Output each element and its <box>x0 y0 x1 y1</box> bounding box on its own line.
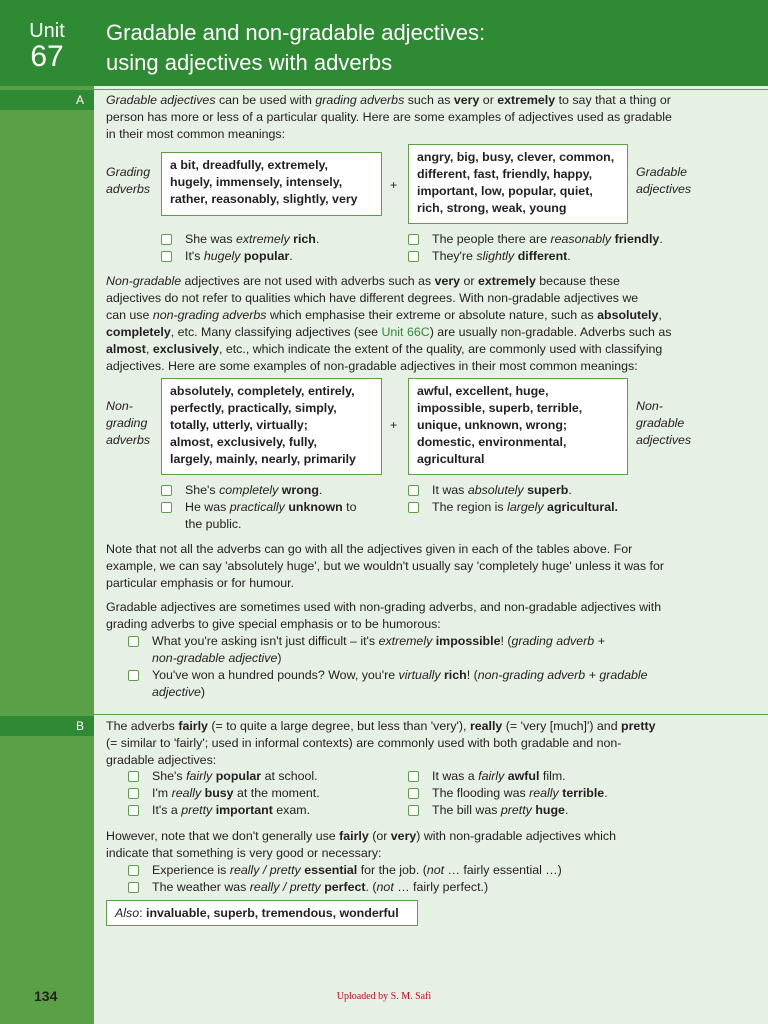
text-run: in their most common meanings: <box>106 127 286 141</box>
text-run: very <box>453 93 480 107</box>
special-emphasis-paragraph <box>106 599 706 633</box>
text-run: Experience is <box>152 863 230 877</box>
example-bullet-icon <box>128 636 139 647</box>
text-run: pretty <box>181 803 213 817</box>
text-run: fairly <box>339 829 369 843</box>
section-b-tab <box>0 716 94 736</box>
text-run: huge <box>535 803 565 817</box>
example-text <box>408 785 708 802</box>
text-run: virtually <box>398 668 441 682</box>
text-run: essential <box>304 863 358 877</box>
example-text <box>408 231 708 248</box>
text-run: to <box>342 500 357 514</box>
example-item-continuation <box>128 684 708 701</box>
unit-word: Unit <box>29 20 65 42</box>
text-run: fairly <box>178 719 208 733</box>
page-title-line-1: Gradable and non-gradable adjectives: <box>106 20 486 45</box>
text-run: However, note that we don't generally use <box>106 829 340 843</box>
text-run: popular <box>215 769 262 783</box>
text-run: She was <box>185 232 236 246</box>
box-line: rather, reasonably, slightly, very <box>170 192 358 206</box>
example-text <box>128 633 708 650</box>
example-text <box>408 802 708 819</box>
text-run: indicate that something is very good or necessary: <box>106 846 382 860</box>
example-bullet-icon <box>161 485 172 496</box>
text-run: example, we can say 'absolutely huge', but we wouldn't usually say 'completely huge' unless it was for <box>106 559 665 573</box>
example-item <box>161 499 401 516</box>
example-text <box>128 768 398 785</box>
box-line: domestic, environmental, <box>417 435 567 449</box>
text-run: The bill was <box>432 803 501 817</box>
text-run: person has more or less of a particular quality. Here are some examples of adjectives used as gradable <box>106 110 672 124</box>
text-run: film. <box>539 769 566 783</box>
example-bullet-icon <box>128 882 139 893</box>
text-run: can be used with <box>215 93 316 107</box>
text-run: The adverbs <box>106 719 179 733</box>
text-run: practically <box>229 500 285 514</box>
box-line: adjectives <box>636 433 692 447</box>
example-text <box>408 499 708 516</box>
section-b-intro <box>106 718 706 769</box>
non-grading-adverbs-label <box>106 398 150 449</box>
text-line <box>106 718 706 735</box>
text-run: adjectives do not refer to qualities which have different degrees. With non-gradable adjectives we <box>106 291 639 305</box>
box-line: Non- <box>106 399 133 413</box>
box-line: totally, utterly, virtually; <box>170 418 308 432</box>
text-run: Also <box>115 906 140 920</box>
text-run: almost <box>106 342 146 356</box>
text-run: popular <box>243 249 290 263</box>
text-line <box>106 845 706 862</box>
example-text <box>128 802 398 819</box>
text-run: at the moment. <box>233 786 320 800</box>
gradable-adjectives-label <box>636 164 691 198</box>
text-run: The region is <box>432 500 508 514</box>
text-run: non-gradable adjective <box>152 651 278 665</box>
however-paragraph <box>106 828 706 862</box>
text-run: largely <box>507 500 544 514</box>
unit-link[interactable]: Unit 66C <box>381 325 430 339</box>
text-run: non-grading adverb + gradable <box>477 668 648 682</box>
example-item <box>408 768 708 785</box>
text-run: superb <box>527 483 569 497</box>
text-line <box>106 290 706 307</box>
text-run: pretty <box>621 719 656 733</box>
unit-number: 67 <box>30 40 64 73</box>
example-text <box>128 667 708 684</box>
example-bullet-icon <box>408 788 419 799</box>
example-bullet-icon <box>128 670 139 681</box>
example-text <box>408 768 708 785</box>
text-run: . <box>289 249 293 263</box>
text-run: fairly <box>478 769 505 783</box>
example-bullet-icon <box>408 805 419 816</box>
example-text <box>128 684 708 701</box>
example-text <box>161 248 401 265</box>
example-item-continuation <box>128 650 708 667</box>
text-line <box>106 324 706 341</box>
text-run: Gradable adjectives <box>106 93 216 107</box>
text-run: … fairly essential …) <box>444 863 562 877</box>
example-item <box>161 482 401 499</box>
text-run: busy <box>204 786 234 800</box>
text-run: not <box>426 863 445 877</box>
text-run: for the job. ( <box>357 863 427 877</box>
text-run: grading adverb + <box>511 634 605 648</box>
plus-sign-1: + <box>390 178 398 192</box>
text-line <box>106 735 706 752</box>
example-text <box>408 482 708 499</box>
text-run: not <box>376 880 394 894</box>
text-run: impossible <box>435 634 501 648</box>
page-number: 134 <box>34 988 58 1004</box>
text-run: He was <box>185 500 230 514</box>
text-run: really <box>171 786 202 800</box>
text-run: , etc., which indicate the extent of the quality, are commonly used with classifying <box>218 342 663 356</box>
text-run: It was a <box>432 769 479 783</box>
box-line: Non- <box>636 399 663 413</box>
text-run: important <box>215 803 273 817</box>
text-run: hugely <box>203 249 241 263</box>
example-text <box>128 862 708 879</box>
text-run: ) <box>200 685 206 699</box>
box-line: Gradable <box>636 165 687 179</box>
text-line <box>106 575 706 592</box>
text-run: I'm <box>152 786 172 800</box>
example-item <box>408 482 708 499</box>
text-run: slightly <box>476 249 515 263</box>
example-item <box>408 499 708 516</box>
text-run: terrible <box>562 786 605 800</box>
box-line: unique, unknown, wrong; <box>417 418 568 432</box>
text-run: rich <box>443 668 467 682</box>
box-line: almost, exclusively, fully, <box>170 435 317 449</box>
text-run: extremely <box>378 634 433 648</box>
text-run: because these <box>535 274 620 288</box>
example-item <box>128 802 398 819</box>
text-run: Note that not all the adverbs can go with all the adjectives given in each of the tables above. For <box>106 542 633 556</box>
text-run: . ( <box>365 880 377 894</box>
box-line: adverbs <box>106 182 151 196</box>
text-run: grading adverbs to give special emphasis or to be humorous: <box>106 617 441 631</box>
text-run: exclusively <box>152 342 219 356</box>
text-run: ) are usually non-gradable. Adverbs such as <box>429 325 672 339</box>
text-run: extremely <box>477 274 536 288</box>
example-text <box>128 650 708 667</box>
text-run: particular emphasis or for humour. <box>106 576 295 590</box>
text-line <box>106 341 706 358</box>
text-run: awful <box>507 769 540 783</box>
text-run: The people there are <box>432 232 551 246</box>
section-a-rule <box>94 89 768 90</box>
text-run: unknown <box>288 500 343 514</box>
upload-note: Uploaded by S. M. Safi <box>336 991 432 1002</box>
section-a-tab <box>0 90 94 110</box>
text-run: ) with non-gradable adjectives which <box>416 829 617 843</box>
text-run: (= similar to 'fairly'; used in informal contexts) are commonly used with both gradable and non- <box>106 736 622 750</box>
example-bullet-icon <box>408 251 419 262</box>
example-bullet-icon <box>128 805 139 816</box>
example-text <box>161 482 401 499</box>
text-run: different <box>517 249 568 263</box>
text-line <box>106 92 706 109</box>
text-run: You've won a hundred pounds? Wow, you're <box>152 668 399 682</box>
box-line: important, low, popular, quiet, <box>417 184 593 198</box>
text-run: at school. <box>261 769 318 783</box>
text-run: . <box>659 232 663 246</box>
text-run: ! ( <box>466 668 478 682</box>
text-line <box>106 358 706 375</box>
text-run: adjective <box>152 685 201 699</box>
box-line: angry, big, busy, clever, common, <box>417 150 615 164</box>
example-item <box>128 633 708 650</box>
text-line <box>106 307 706 324</box>
box-line: largely, mainly, nearly, primarily <box>170 452 356 466</box>
text-run: grading adverbs <box>315 93 405 107</box>
non-gradable-adjectives-label <box>636 398 691 449</box>
text-line <box>106 752 706 769</box>
non-grading-adverbs-box <box>161 378 382 475</box>
text-run: or <box>479 93 498 107</box>
text-run: very <box>434 274 461 288</box>
text-run: ! ( <box>500 634 512 648</box>
example-item <box>408 231 708 248</box>
text-run: What you're asking isn't just difficult – it's <box>152 634 379 648</box>
text-run: the public. <box>185 517 242 531</box>
text-run: : <box>139 906 146 920</box>
example-bullet-icon <box>128 771 139 782</box>
text-run: It's <box>185 249 204 263</box>
text-run: It was <box>432 483 468 497</box>
gradable-adjectives-box <box>408 144 628 224</box>
box-line: impossible, superb, terrible, <box>417 401 583 415</box>
plus-sign-2: + <box>390 418 398 432</box>
section-a-letter: A <box>75 93 84 107</box>
box-line: hugely, immensely, intensely, <box>170 175 343 189</box>
example-text <box>128 879 708 896</box>
left-sidebar <box>0 0 94 1024</box>
box-line: agricultural <box>417 452 485 466</box>
text-line <box>106 616 706 633</box>
example-item <box>128 879 708 896</box>
example-item-continuation <box>161 516 401 533</box>
text-run: exam. <box>272 803 311 817</box>
text-run: The weather was <box>152 880 250 894</box>
text-run: rich <box>293 232 316 246</box>
text-run: extremely <box>497 93 556 107</box>
example-text <box>128 785 398 802</box>
example-bullet-icon <box>408 502 419 513</box>
text-run: agricultural. <box>547 500 618 514</box>
text-line <box>106 273 706 290</box>
text-run: friendly <box>614 232 660 246</box>
text-run: She's <box>152 769 187 783</box>
text-run: reasonably <box>550 232 612 246</box>
box-line: adjectives <box>636 182 692 196</box>
text-run: (= 'very [much]') and <box>502 719 622 733</box>
box-line: gradable <box>636 416 685 430</box>
text-run: gradable adjectives: <box>106 753 217 767</box>
page-title-line-2: using adjectives with adverbs <box>106 50 393 75</box>
text-line <box>106 109 706 126</box>
example-bullet-icon <box>161 502 172 513</box>
text-run: extremely <box>235 232 290 246</box>
example-item <box>128 768 398 785</box>
text-run: ) <box>277 651 282 665</box>
text-run: . <box>315 232 320 246</box>
text-run: adjectives. Here are some examples of non-gradable adjectives in their most common meanings: <box>106 359 638 373</box>
example-bullet-icon <box>408 485 419 496</box>
non-gradable-adjectives-box <box>408 378 628 475</box>
box-line: grading <box>106 416 148 430</box>
example-item <box>128 667 708 684</box>
example-bullet-icon <box>161 251 172 262</box>
section-a-intro <box>106 92 706 143</box>
unit-badge <box>0 0 94 86</box>
example-bullet-icon <box>128 788 139 799</box>
text-run: , <box>658 308 662 322</box>
text-run: non-grading adverbs <box>152 308 267 322</box>
text-run: invaluable, superb, tremendous, wonderful <box>146 906 399 920</box>
box-line: adverbs <box>106 433 151 447</box>
text-run: It's a <box>152 803 182 817</box>
example-item <box>408 785 708 802</box>
example-text <box>161 231 401 248</box>
text-run: (= to quite a large degree, but less than 'very'), <box>207 719 470 733</box>
example-bullet-icon <box>408 771 419 782</box>
text-line <box>106 558 706 575</box>
text-run: , etc. Many classifying adjectives (see <box>170 325 382 339</box>
text-run: , <box>145 342 153 356</box>
text-run: or <box>460 274 478 288</box>
text-run: fairly <box>186 769 213 783</box>
grading-adverbs-label <box>106 164 150 198</box>
text-run: very <box>390 829 417 843</box>
text-run: to say that a thing or <box>555 93 671 107</box>
example-text <box>161 516 401 533</box>
text-run: really <box>469 719 503 733</box>
example-item <box>128 785 398 802</box>
text-run: which emphasise their extreme or absolute nature, such as <box>266 308 598 322</box>
box-line: rich, strong, weak, young <box>417 201 567 215</box>
section-b-rule <box>94 714 768 715</box>
text-run: (or <box>368 829 391 843</box>
text-run: such as <box>404 93 454 107</box>
text-run: . <box>318 483 323 497</box>
title-bar <box>94 0 768 86</box>
text-run: . <box>564 803 569 817</box>
text-run: completely <box>219 483 279 497</box>
text-run: absolutely <box>467 483 524 497</box>
text-run: They're <box>432 249 477 263</box>
example-item <box>161 248 401 265</box>
example-text <box>408 248 708 265</box>
example-item <box>408 802 708 819</box>
text-run: completely <box>106 325 171 339</box>
text-run: absolutely <box>597 308 659 322</box>
box-line: awful, excellent, huge, <box>417 384 549 398</box>
text-run: perfect <box>324 880 366 894</box>
text-run: really / pretty <box>229 863 301 877</box>
example-text <box>161 499 401 516</box>
text-line <box>106 828 706 845</box>
text-run: She's <box>185 483 220 497</box>
text-line <box>106 599 706 616</box>
text-run: . <box>568 483 572 497</box>
grading-adverbs-box <box>161 152 382 216</box>
text-run: Gradable adjectives are sometimes used with non-grading adverbs, and non-gradable adjectives with <box>106 600 662 614</box>
text-run: wrong <box>281 483 319 497</box>
text-run: … fairly perfect.) <box>393 880 489 894</box>
example-item <box>128 862 708 879</box>
box-line: perfectly, practically, simply, <box>170 401 337 415</box>
box-line: Grading <box>106 165 151 179</box>
example-bullet-icon <box>161 234 172 245</box>
text-line <box>106 126 706 143</box>
text-run: can use <box>106 308 153 322</box>
text-run: Non-gradable <box>106 274 182 288</box>
text-run: adjectives are not used with adverbs such as <box>181 274 435 288</box>
text-run: . <box>567 249 571 263</box>
text-line <box>106 541 706 558</box>
text-run: The flooding was <box>432 786 530 800</box>
box-line: a bit, dreadfully, extremely, <box>170 158 328 172</box>
box-line: different, fast, friendly, happy, <box>417 167 593 181</box>
example-bullet-icon <box>128 865 139 876</box>
box-line: absolutely, completely, entirely, <box>170 384 355 398</box>
text-run: really / pretty <box>249 880 321 894</box>
example-bullet-icon <box>408 234 419 245</box>
section-b-letter: B <box>75 719 84 733</box>
text-run: really <box>529 786 559 800</box>
example-item <box>408 248 708 265</box>
example-item <box>161 231 401 248</box>
note-paragraph <box>106 541 706 592</box>
text-run: pretty <box>500 803 532 817</box>
also-box <box>106 900 418 926</box>
text-run: . <box>604 786 608 800</box>
non-gradable-explanation <box>106 273 706 375</box>
